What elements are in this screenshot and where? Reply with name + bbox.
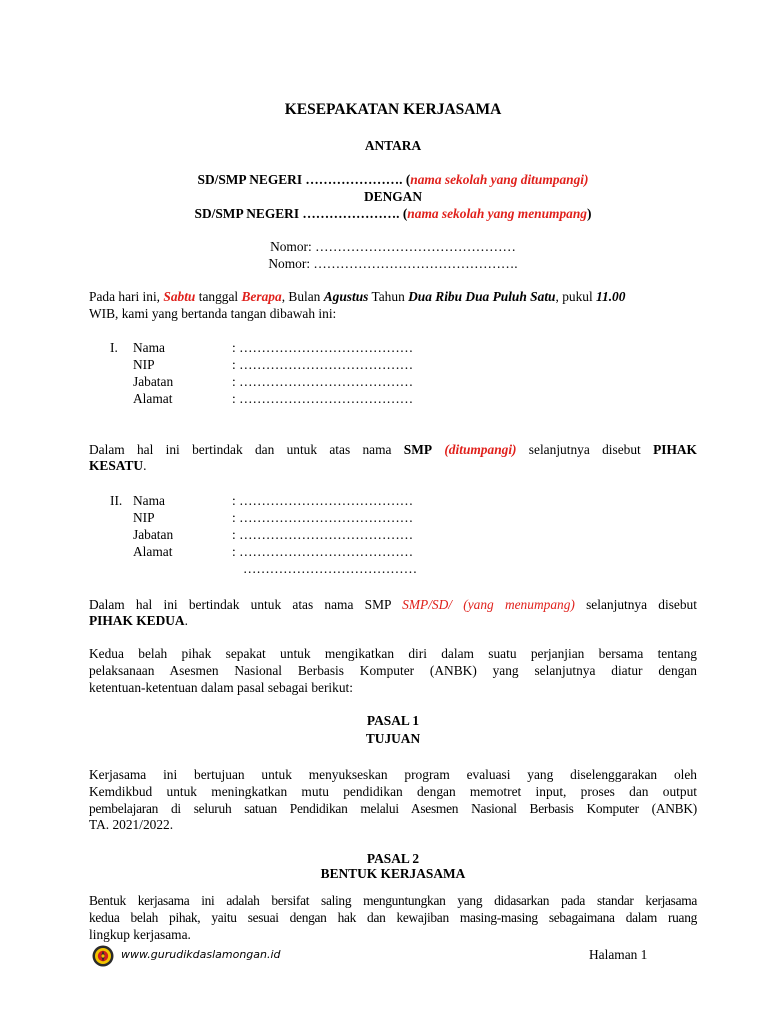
- party2-alamat-value: : …………………………………: [232, 544, 414, 559]
- party2-nip-label: NIP: [133, 510, 155, 525]
- party2-fields: [0, 493, 768, 581]
- party1-alamat-label: Alamat: [133, 391, 173, 406]
- party1-fields: [0, 340, 768, 410]
- party1-numeral: I.: [110, 340, 118, 355]
- intro-text: tanggal: [195, 289, 242, 304]
- statement1-kesatu: KESATU: [89, 458, 144, 473]
- nomor-line-1: Nomor: ………………………………………: [270, 239, 516, 254]
- party2-nama-label: Nama: [133, 493, 165, 508]
- pasal1-number: PASAL 1: [366, 713, 420, 728]
- pasal2-paragraph: [89, 893, 697, 943]
- party2-school-note: nama sekolah yang menumpang: [407, 206, 587, 221]
- intro-day: Sabtu: [163, 289, 196, 304]
- pasal2-line-1: Bentuk kerjasama ini adalah bersifat saling menguntungkan yang didasarkan pada standar kerjasama: [89, 893, 697, 908]
- statement2-text: Dalam hal ini bertindak untuk atas nama SMP: [89, 597, 403, 612]
- statement2-school-note: SMP/SD/ (yang menumpang): [402, 597, 575, 612]
- statement2-line-1: [89, 596, 697, 613]
- intro-line-2: WIB, kami yang bertanda tangan dibawah ini:: [89, 306, 337, 321]
- pasal1-line-4: TA. 2021/2022.: [89, 817, 174, 833]
- statement2-pihak-kedua: PIHAK KEDUA: [89, 613, 185, 628]
- gurudikdas-logo-icon: [92, 945, 114, 967]
- intro-line-1: [89, 289, 697, 305]
- party1-school-text: SD/SMP NEGERI …………………. (: [197, 172, 411, 187]
- party1-nama-label: Nama: [133, 340, 165, 355]
- intro-year: Dua Ribu Dua Puluh Satu: [408, 289, 556, 304]
- party2-jabatan-value: : …………………………………: [232, 527, 414, 542]
- pasal2-line-3: lingkup kerjasama.: [89, 926, 191, 942]
- footer-website: www.gurudikdaslamongan.id: [121, 948, 281, 961]
- statement1-line-1: [89, 441, 697, 458]
- pasal2-line-2: kedua belah pihak, yaitu sesuai dengan hak dan kewajiban masing-masing sebagaimana dalam ruang: [89, 909, 697, 925]
- statement1-text: selanjutnya disebut: [516, 442, 654, 457]
- statement1-period: .: [143, 458, 147, 473]
- intro-text: Tahun: [368, 289, 409, 304]
- pasal1-paragraph: [89, 767, 697, 834]
- party1-nip-label: NIP: [133, 357, 155, 372]
- intro-text: Pada hari ini,: [89, 289, 164, 304]
- agreement-line-3: ketentuan-ketentuan dalam pasal sebagai berikut:: [89, 679, 353, 695]
- party1-school-note: nama sekolah yang ditumpangi): [410, 172, 589, 187]
- dengan-label: DENGAN: [363, 189, 423, 204]
- party1-nama-value: : …………………………………: [232, 340, 414, 355]
- pasal1-line-3: pembelajaran di seluruh satuan Pendidikan melalui Asesmen Nasional Berbasis Komputer (ANBK): [89, 800, 697, 816]
- party1-nip-value: : …………………………………: [232, 357, 414, 372]
- statement1-text: Dalam hal ini bertindak dan untuk atas nama: [89, 442, 404, 457]
- party2-jabatan-label: Jabatan: [133, 527, 174, 542]
- pasal1-heading: TUJUAN: [365, 731, 421, 746]
- statement2-text: selanjutnya disebut: [574, 597, 697, 612]
- intro-time: 11.00: [596, 289, 626, 304]
- pasal1-line-2: Kemdikbud untuk meningkatkan mutu pendidikan dengan memotret input, proses dan output: [89, 783, 697, 799]
- party2-nip-value: : …………………………………: [232, 510, 414, 525]
- agreement-line-1: Kedua belah pihak sepakat untuk mengikatkan diri dalam suatu perjanjian bersama tentang: [89, 646, 697, 661]
- statement1-pihak: PIHAK: [653, 442, 697, 457]
- pasal2-heading: BENTUK KERJASAMA: [320, 866, 466, 881]
- party2-numeral: II.: [110, 493, 123, 508]
- statement2-period: .: [184, 613, 188, 628]
- antara-label: ANTARA: [364, 138, 422, 153]
- party2-school-line: [0, 206, 768, 222]
- party2-school-close: ): [587, 206, 592, 221]
- statement1-school-note: (ditumpangi): [444, 442, 517, 457]
- party1-alamat-value: : …………………………………: [232, 391, 414, 406]
- agreement-paragraph: [89, 646, 697, 696]
- intro-text: , Bulan: [281, 289, 324, 304]
- party2-school-text: SD/SMP NEGERI …………………. (: [194, 206, 408, 221]
- party1-jabatan-label: Jabatan: [133, 374, 174, 389]
- pasal1-line-1: Kerjasama ini bertujuan untuk menyukseskan program evaluasi yang diselenggarakan oleh: [89, 767, 697, 782]
- party2-alamat-label: Alamat: [133, 544, 173, 559]
- intro-month: Agustus: [323, 289, 369, 304]
- statement1-line-2: [89, 458, 146, 474]
- party2-nama-value: : …………………………………: [232, 493, 414, 508]
- statement2-line-2: [89, 613, 188, 629]
- party1-jabatan-value: : …………………………………: [232, 374, 414, 389]
- document-title: KESEPAKATAN KERJASAMA: [284, 101, 502, 118]
- pasal2-number: PASAL 2: [366, 851, 420, 866]
- nomor-line-2: Nomor: ……………………………………….: [268, 256, 518, 271]
- page-number: Halaman 1: [589, 947, 648, 962]
- statement1-smp: SMP: [403, 442, 433, 457]
- intro-text: , pukul: [555, 289, 597, 304]
- agreement-line-2: pelaksanaan Asesmen Nasional Berbasis Komputer (ANBK) yang selanjutnya diatur dengan: [89, 662, 697, 678]
- party1-school-line: [0, 172, 768, 188]
- statement1-space: [432, 442, 444, 457]
- party2-alamat-continued: …………………………………: [243, 561, 418, 576]
- intro-date: Berapa: [241, 289, 282, 304]
